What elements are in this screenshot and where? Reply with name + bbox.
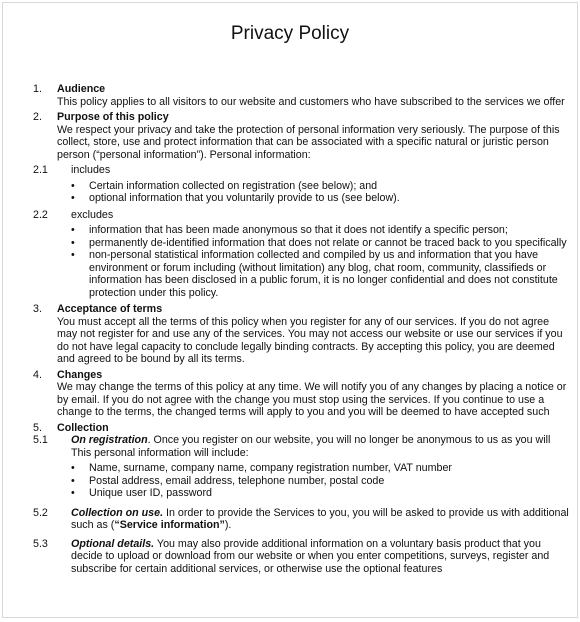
list-item: • Name, surname, company name, company registration number, VAT number xyxy=(71,462,569,475)
bullet-list xyxy=(71,224,569,299)
service-information-term: “Service information” xyxy=(114,519,225,531)
subsection-lead: Collection on use. xyxy=(71,506,164,519)
subsection-label: includes xyxy=(71,164,111,176)
list-item: • permanently de-identified information that does not relate or cannot be traced back to you specifically xyxy=(71,237,569,250)
subsection-text xyxy=(71,434,569,459)
section-number: 5. xyxy=(33,421,42,434)
subsection-lead: Optional details. xyxy=(71,537,155,550)
list-item: • Certain information collected on registration (see below); and xyxy=(71,180,569,193)
section-number: 4. xyxy=(33,368,42,381)
subsection-end: ). xyxy=(224,519,232,531)
subsection-number: 5.2 xyxy=(33,506,48,519)
subsection-number: 2.2 xyxy=(33,208,48,221)
list-item: • Postal address, email address, telephone number, postal code xyxy=(71,475,569,488)
bullet-list xyxy=(71,180,569,205)
section-heading: Acceptance of terms xyxy=(57,303,163,315)
list-item: • optional information that you voluntarily provide to us (see below). xyxy=(71,192,569,205)
section-number: 1. xyxy=(33,83,42,95)
policy-content xyxy=(33,83,569,575)
subsection-number: 5.3 xyxy=(33,537,48,550)
subsection-text xyxy=(71,538,569,576)
bullet-list xyxy=(71,462,569,500)
list-item: • Unique user ID, password xyxy=(71,487,569,500)
subsection-lead: On registration xyxy=(71,434,148,446)
section-text: We respect your privacy and take the protection of personal information very seriously. The purpose of this collect, store, use and protect information that can be associated with a specific natural or juristic person person (“personal information”). Personal information: xyxy=(57,123,560,161)
subsection-number: 5.1 xyxy=(33,434,48,446)
subsection-optional-details xyxy=(33,538,569,576)
document-page xyxy=(2,2,578,618)
subsection-includes xyxy=(33,164,569,177)
subsection-body: You may also provide additional information on a voluntary basis product that you decide to upload or download from our website or when you enter competitions, surveys, register and subscribe for certain additional services, or otherwise use the optional features xyxy=(71,537,550,575)
section-acceptance xyxy=(33,303,569,316)
section-number: 2. xyxy=(33,111,42,123)
section-changes xyxy=(33,369,569,382)
subsection-body: In order to provide the Services to you, you will be asked to provide us with additional such as ( xyxy=(71,506,569,531)
section-purpose xyxy=(33,111,569,124)
section-text: We may change the terms of this policy at any time. We will notify you of any changes by placing a notice or by email. If you do not agree with the change you must stop using the services. If you continue to use a change to the terms, the changed terms will apply to you and you will be deemed to have accepted such xyxy=(57,381,567,418)
section-heading: Audience xyxy=(57,83,106,95)
subsection-number: 2.1 xyxy=(33,164,48,176)
section-heading: Collection xyxy=(57,421,109,434)
subsection-label: excludes xyxy=(71,208,114,221)
section-text: You must accept all the terms of this policy when you register for any of our services. If you do not agree may not register for and use any of the services. You may not access our website or use our services if you do not have legal capacity to conclude legally binding contracts. By accepting this policy, you are deemed and agreed to be bound by all its terms. xyxy=(57,315,563,365)
section-heading: Changes xyxy=(57,368,103,381)
section-collection xyxy=(33,422,569,435)
section-text: This policy applies to all visitors to our website and customers who have subscribed to the services we offer xyxy=(57,95,565,108)
list-item: • non-personal statistical information collected and compiled by us and information that you have environment or forum including (without limitation) any blog, chat room, community, classifieds or information has been disclosed in a public forum, it is no longer confidential and does not constitute protection under this policy. xyxy=(71,249,569,299)
subsection-body: . Once you register on our website, you will no longer be anonymous to us as you will This personal information will include: xyxy=(71,434,551,459)
list-item: • information that has been made anonymous so that it does not identify a specific person; xyxy=(71,224,569,237)
subsection-text xyxy=(71,507,569,532)
section-number: 3. xyxy=(33,303,42,315)
page-title: Privacy Policy xyxy=(230,23,350,44)
section-heading: Purpose of this policy xyxy=(57,111,169,123)
subsection-collection-on-use xyxy=(33,507,569,532)
subsection-on-registration xyxy=(33,434,569,459)
subsection-excludes xyxy=(33,209,569,222)
section-audience xyxy=(33,83,569,96)
